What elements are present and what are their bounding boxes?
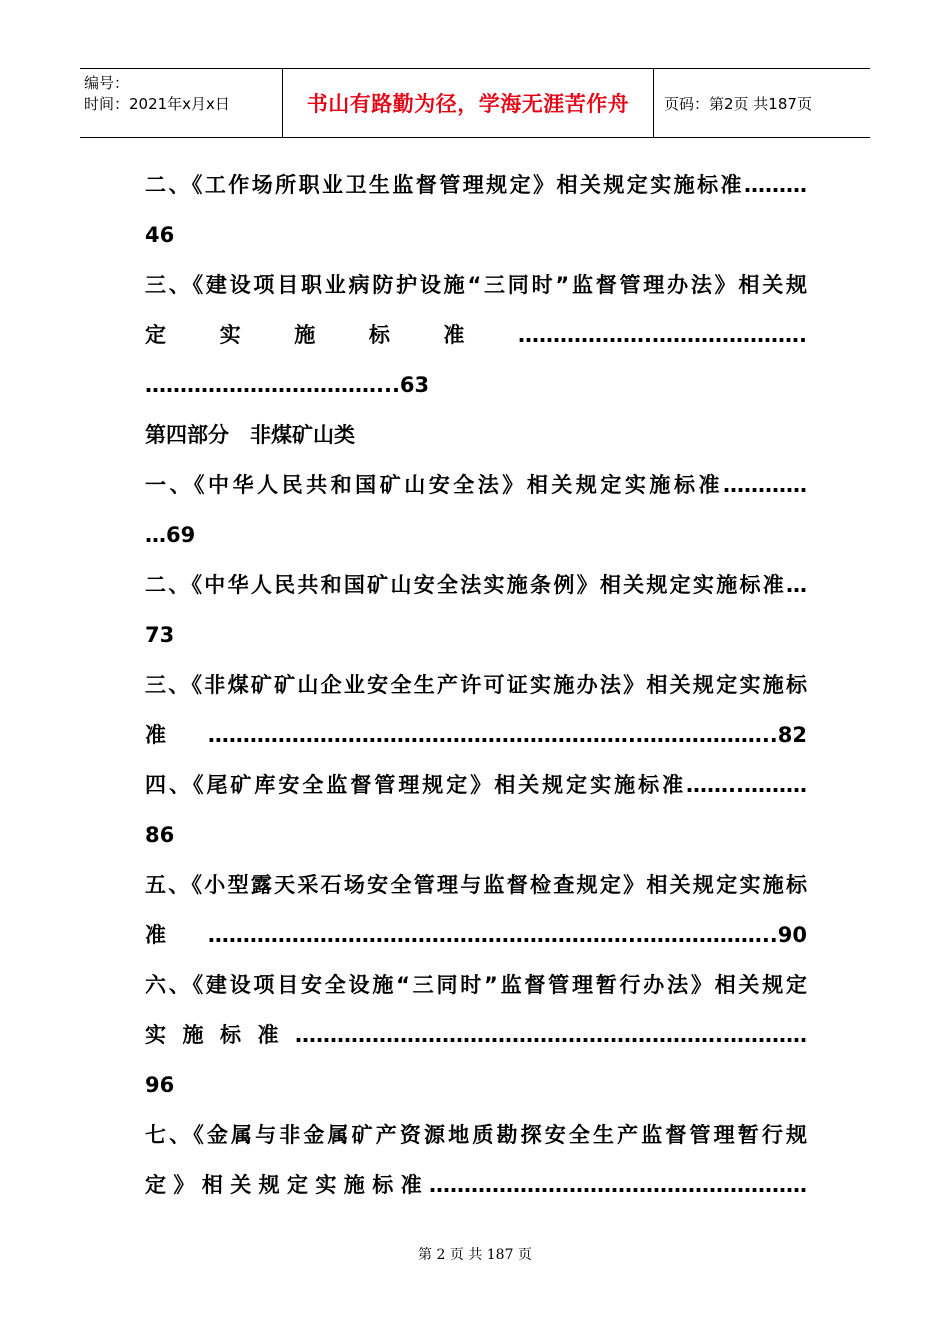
toc-line: 二、《中华人民共和国矿山安全法实施条例》相关规定实施标准… bbox=[145, 573, 807, 597]
toc-line: 73 bbox=[145, 623, 175, 647]
toc-line: 46 bbox=[145, 223, 175, 247]
toc-line: …69 bbox=[145, 523, 196, 547]
toc-line: 86 bbox=[145, 823, 175, 847]
header-meta bbox=[80, 69, 282, 137]
toc-section-heading: 第四部分 非煤矿山类 bbox=[145, 423, 355, 447]
toc-line: 准…………………………………………………….………………..82 bbox=[145, 723, 807, 747]
toc-line: 五、《小型露天采石场安全管理与监督检查规定》相关规定实施标 bbox=[145, 873, 807, 897]
toc-line: 96 bbox=[145, 1073, 175, 1097]
toc-line: 一、《中华人民共和国矿山安全法》相关规定实施标准………… bbox=[145, 473, 807, 497]
toc-line: 四、《尾矿库安全监督管理规定》相关规定实施标准……..……… bbox=[145, 773, 807, 797]
header-page-info: 页码：第2页 共187页 bbox=[664, 94, 812, 113]
toc-line: 准…………………………………………………….………………..90 bbox=[145, 923, 807, 947]
toc-line: 七、《金属与非金属矿产资源地质勘探安全生产监督管理暂行规 bbox=[145, 1123, 807, 1147]
toc-line: 定》相关规定实施标准……………………………………………… bbox=[145, 1173, 807, 1197]
toc-line: 二、《工作场所职业卫生监督管理规定》相关规定实施标准……… bbox=[145, 173, 807, 197]
toc-line: 定实施标准……………….…………………. bbox=[145, 323, 807, 347]
toc-line: ……………………………...63 bbox=[145, 373, 430, 397]
toc-line: 六、《建设项目安全设施“三同时”监督管理暂行办法》相关规定 bbox=[145, 973, 807, 997]
toc-body bbox=[145, 160, 807, 1210]
document-number-label: 编号： bbox=[84, 74, 130, 92]
header-motto: 书山有路勤为径，学海无涯苦作舟 bbox=[282, 69, 654, 137]
page-header bbox=[80, 68, 870, 138]
toc-line: 三、《非煤矿矿山企业安全生产许可证实施办法》相关规定实施标 bbox=[145, 673, 807, 697]
document-date: 时间：2021年x月x日 bbox=[84, 95, 230, 113]
page-footer: 第 2 页 共 187 页 bbox=[418, 1247, 532, 1263]
toc-line: 三、《建设项目职业病防护设施“三同时”监督管理办法》相关规 bbox=[145, 273, 807, 297]
toc-line: 实施标准…………………………………………………….………… bbox=[145, 1023, 807, 1047]
